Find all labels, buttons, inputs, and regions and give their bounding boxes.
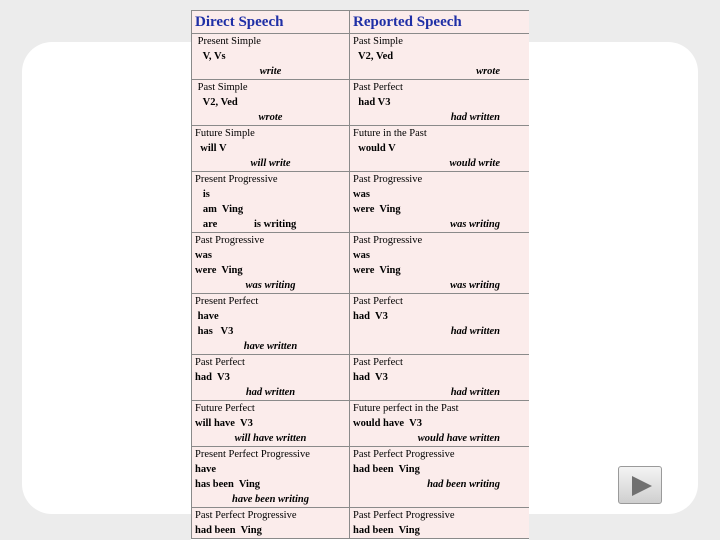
reported-speech-cell bbox=[350, 233, 530, 294]
table-row bbox=[192, 294, 530, 355]
example-form: will have written bbox=[234, 433, 307, 444]
example-form: have written bbox=[243, 341, 298, 352]
example-form: was writing bbox=[450, 280, 500, 291]
verb-form: had V3 bbox=[195, 372, 230, 383]
verb-form: was bbox=[353, 250, 370, 261]
play-next-icon bbox=[632, 476, 652, 496]
direct-speech-cell bbox=[192, 172, 350, 233]
verb-form: had V3 bbox=[353, 97, 391, 108]
table-row bbox=[192, 172, 530, 233]
header-reported-speech: Reported Speech bbox=[350, 11, 530, 34]
table-row bbox=[192, 508, 530, 539]
verb-form: am Ving bbox=[195, 204, 244, 215]
verb-form: were Ving bbox=[353, 204, 401, 215]
speech-table bbox=[191, 10, 529, 539]
verb-form: had V3 bbox=[353, 372, 388, 383]
table-row bbox=[192, 80, 530, 126]
verb-form: had been Ving bbox=[353, 525, 420, 536]
example-form: was writing bbox=[245, 280, 296, 291]
tense-name: Past Simple bbox=[353, 36, 403, 47]
verb-form: V, Vs bbox=[195, 51, 226, 62]
verb-form: was bbox=[195, 250, 212, 261]
reported-speech-cell bbox=[350, 80, 530, 126]
speech-table-container bbox=[191, 10, 529, 540]
reported-speech-cell bbox=[350, 294, 530, 355]
direct-speech-cell bbox=[192, 126, 350, 172]
example-form: would have written bbox=[417, 433, 500, 444]
verb-form: was bbox=[353, 189, 370, 200]
reported-speech-cell bbox=[350, 172, 530, 233]
tense-name: Present Simple bbox=[195, 36, 261, 47]
tense-name: Present Perfect bbox=[195, 296, 259, 307]
verb-form: were Ving bbox=[195, 265, 243, 276]
direct-speech-cell bbox=[192, 508, 350, 539]
example-form: will write bbox=[250, 158, 291, 169]
tense-name: Future in the Past bbox=[353, 128, 427, 139]
tense-name: Past Simple bbox=[195, 82, 248, 93]
verb-form: would have V3 bbox=[353, 418, 422, 429]
example-form: write bbox=[259, 66, 282, 77]
verb-form: had been Ving bbox=[195, 525, 262, 536]
reported-speech-cell bbox=[350, 126, 530, 172]
tense-name: Present Perfect Progressive bbox=[195, 449, 310, 460]
example-form: had been writing bbox=[427, 479, 500, 490]
direct-speech-cell bbox=[192, 34, 350, 80]
example-form: have been writing bbox=[231, 494, 309, 505]
example-form: had written bbox=[450, 387, 500, 398]
verb-form: V2, Ved bbox=[353, 51, 394, 62]
direct-speech-cell bbox=[192, 447, 350, 508]
tense-name: Future perfect in the Past bbox=[353, 403, 459, 414]
tense-name: Past Perfect bbox=[195, 357, 245, 368]
example-form: wrote bbox=[476, 66, 500, 77]
direct-speech-cell bbox=[192, 80, 350, 126]
tense-name: Past Perfect bbox=[353, 357, 403, 368]
verb-form: has been Ving bbox=[195, 479, 261, 490]
verb-form: have bbox=[195, 464, 216, 475]
table-row bbox=[192, 401, 530, 447]
tense-name: Past Perfect bbox=[353, 82, 403, 93]
verb-form: had been Ving bbox=[353, 464, 420, 475]
example-form: wrote bbox=[258, 112, 283, 123]
reported-speech-cell bbox=[350, 34, 530, 80]
verb-form: will V bbox=[195, 143, 227, 154]
reported-speech-cell bbox=[350, 508, 530, 539]
reported-speech-cell bbox=[350, 355, 530, 401]
tense-name: Present Progressive bbox=[195, 174, 278, 185]
verb-form: are is writing bbox=[195, 219, 297, 230]
table-row bbox=[192, 34, 530, 80]
tense-name: Future Perfect bbox=[195, 403, 255, 414]
direct-speech-cell bbox=[192, 233, 350, 294]
verb-form: is bbox=[195, 189, 210, 200]
verb-form: will have V3 bbox=[195, 418, 253, 429]
table-row bbox=[192, 126, 530, 172]
tense-name: Past Perfect Progressive bbox=[195, 510, 297, 521]
tense-name: Past Perfect Progressive bbox=[353, 510, 455, 521]
verb-form: V2, Ved bbox=[195, 97, 238, 108]
table-row bbox=[192, 233, 530, 294]
table-header-row bbox=[192, 11, 530, 34]
tense-name: Past Perfect Progressive bbox=[353, 449, 455, 460]
reported-speech-cell bbox=[350, 447, 530, 508]
example-form: would write bbox=[449, 158, 500, 169]
direct-speech-cell bbox=[192, 355, 350, 401]
direct-speech-cell bbox=[192, 294, 350, 355]
example-form: had written bbox=[450, 112, 500, 123]
direct-speech-cell bbox=[192, 401, 350, 447]
table-row bbox=[192, 355, 530, 401]
example-form: was writing bbox=[450, 219, 500, 230]
tense-name: Future Simple bbox=[195, 128, 255, 139]
tense-name: Past Progressive bbox=[195, 235, 265, 246]
tense-name: Past Progressive bbox=[353, 174, 423, 185]
tense-name: Past Perfect bbox=[353, 296, 403, 307]
verb-form: have bbox=[195, 311, 219, 322]
verb-form: had V3 bbox=[353, 311, 388, 322]
example-form: had written bbox=[450, 326, 500, 337]
example-form: had written bbox=[245, 387, 296, 398]
header-direct-speech: Direct Speech bbox=[192, 11, 350, 34]
reported-speech-cell bbox=[350, 401, 530, 447]
verb-form: were Ving bbox=[353, 265, 401, 276]
verb-form: would V bbox=[353, 143, 396, 154]
verb-form: has V3 bbox=[195, 326, 234, 337]
next-slide-button[interactable] bbox=[618, 466, 662, 504]
tense-name: Past Progressive bbox=[353, 235, 423, 246]
table-row bbox=[192, 447, 530, 508]
